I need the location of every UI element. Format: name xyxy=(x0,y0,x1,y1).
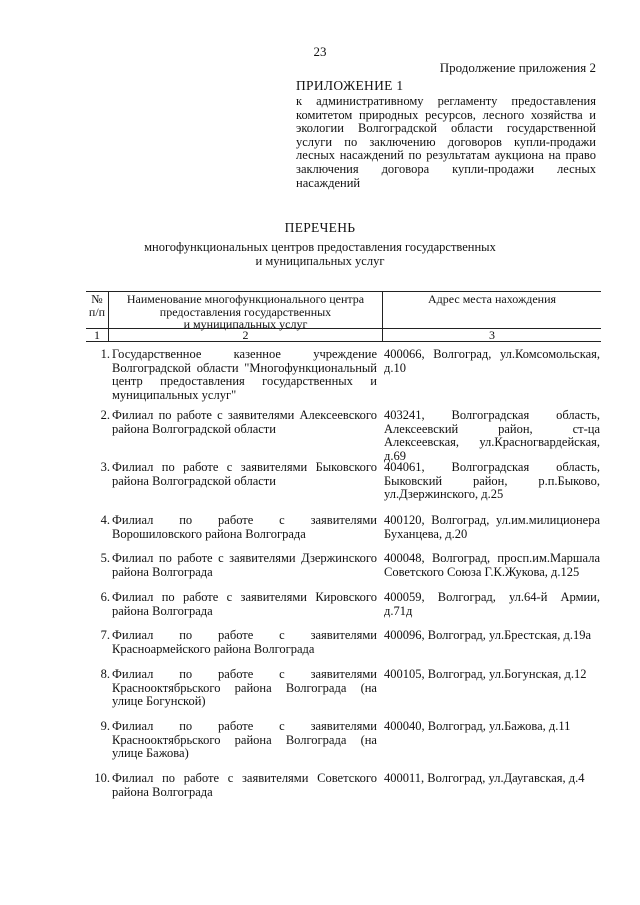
table-header xyxy=(86,291,601,342)
continuation-note: Продолжение приложения 2 xyxy=(439,60,596,75)
column-number-2: 2 xyxy=(242,328,249,342)
header-name-line-3: и муниципальных услуг xyxy=(183,317,308,331)
column-number-1: 1 xyxy=(94,328,100,342)
center-address: 400040, Волгоград, ул.Бажова, д.11 xyxy=(384,719,571,733)
row-number: 5. xyxy=(100,551,110,565)
header-num-line-1: № xyxy=(91,292,103,306)
row-number: 3. xyxy=(100,460,110,474)
center-name: Филиал по работе с заявителями Дзержинского района Волгограда xyxy=(112,551,377,579)
center-address: 400096, Волгоград, ул.Брестская, д.19а xyxy=(384,628,592,642)
center-name: Филиал по работе с заявителями Быковского района Волгоградской области xyxy=(112,460,377,488)
header-name-line-2: предоставления государственных xyxy=(159,304,332,319)
header-num-line-2: п/п xyxy=(88,304,106,319)
row-number: 9. xyxy=(100,719,110,733)
row-number: 7. xyxy=(100,628,110,642)
appendix-description: к административному регламенту предоставления комитетом природных ресурсов, лесного хозяйства и экологии Волгоградской области государственной услуги по заключению договоров купли-продажи лесных насаждений по результатам аукциона на право заключения договора купли-продажи лесных насаждений xyxy=(296,94,596,190)
center-address: 400048, Волгоград, просп.им.Маршала Советского Союза Г.К.Жукова, д.125 xyxy=(384,551,600,579)
center-name: Филиал по работе с заявителями Кировского района Волгограда xyxy=(112,590,377,618)
header-name-line-1: Наименование многофункционального центра xyxy=(126,292,365,306)
row-number: 2. xyxy=(100,408,110,422)
center-address: 400011, Волгоград, ул.Даугавская, д.4 xyxy=(384,771,585,785)
center-address: 400120, Волгоград, ул.им.милиционера Буханцева, д.20 xyxy=(384,513,600,541)
center-name: Филиал по работе с заявителями Красноармейского района Волгограда xyxy=(112,628,377,656)
list-subtitle-line-2: и муниципальных услуг xyxy=(255,254,385,268)
column-number-3: 3 xyxy=(489,328,495,342)
row-number: 1. xyxy=(100,347,110,361)
list-subtitle-line-1: многофункциональных центров предоставления государственных xyxy=(144,240,496,254)
center-name: Филиал по работе с заявителями Краснооктябрьского района Волгограда (на улице Богунской) xyxy=(112,667,377,709)
appendix-title: ПРИЛОЖЕНИЕ 1 xyxy=(296,78,404,93)
center-address: 403241, Волгоградская область, Алексеевский район, ст-ца Алексеевская, ул.Красногвардейская, д.69 xyxy=(384,408,600,463)
row-number: 6. xyxy=(100,590,110,604)
center-name: Филиал по работе с заявителями Алексеевского района Волгоградской области xyxy=(112,408,377,436)
center-address: 400105, Волгоград, ул.Богунская, д.12 xyxy=(384,667,587,681)
center-name: Филиал по работе с заявителями Ворошиловского района Волгограда xyxy=(112,513,377,541)
header-address: Адрес места нахождения xyxy=(427,292,557,306)
list-title: ПЕРЕЧЕНЬ xyxy=(284,220,356,235)
list-subtitle xyxy=(0,240,640,268)
center-name: Филиал по работе с заявителями Краснооктябрьского района Волгограда (на улице Бажова) xyxy=(112,719,377,761)
center-address: 400066, Волгоград, ул.Комсомольская, д.10 xyxy=(384,347,600,375)
header-name xyxy=(109,293,382,331)
center-address: 404061, Волгоградская область, Быковский район, р.п.Быково, ул.Дзержинского, д.25 xyxy=(384,460,600,502)
center-name: Государственное казенное учреждение Волгоградской области "Многофункциональный центр предоставления государственных и муниципальных услуг" xyxy=(112,347,377,402)
row-number: 4. xyxy=(100,513,110,527)
page-number: 23 xyxy=(313,44,327,59)
header-num xyxy=(86,293,108,318)
center-address: 400059, Волгоград, ул.64-й Армии, д.71д xyxy=(384,590,600,618)
row-number: 10. xyxy=(94,771,110,785)
center-name: Филиал по работе с заявителями Советского района Волгограда xyxy=(112,771,377,799)
row-number: 8. xyxy=(100,667,110,681)
